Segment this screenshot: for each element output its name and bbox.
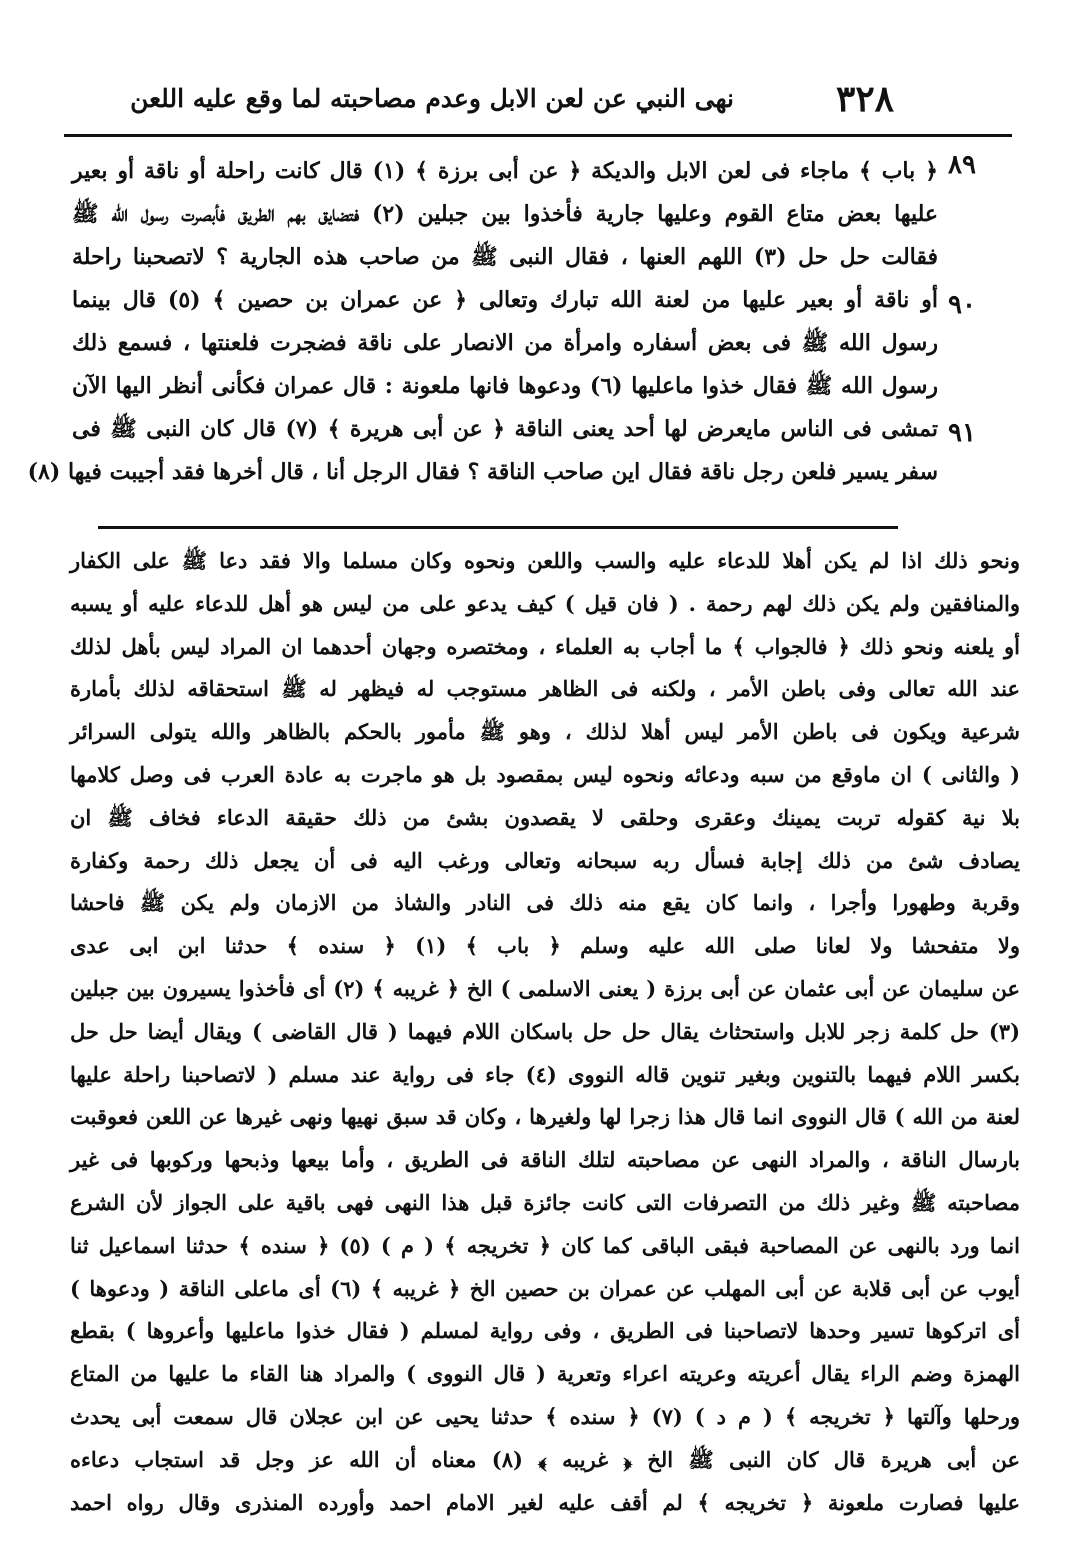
commentary-line: بارسال الناقة ، والمراد النهى عن مصاحبته لتلك الناقة فى الطريق ، وأما بيعها وذبحها وركوبها فى غير [70,1147,1020,1173]
commentary-line: وقربة وطهورا وأجرا ، وانما كان يقع منه ذلك فى النادر والشاذ من الازمان ولم يكن ﷺ فاحشا [70,890,1021,916]
commentary-line: ( والثانى ) ان ماوقع من سبه ودعائه ونحوه ليس بمقصود بل هو ماجرت به عادة العرب فى وصل كلامها [70,761,1020,787]
hadith-line: سفر يسير فلعن رجل ناقة فقال اين صاحب الناقة ؟ فقال الرجل أنا ، قال أخرها فقد أجيبت فيها (٨) [27,459,938,485]
commentary-line: عن سليمان عن أبى عثمان عن أبى برزة ( يعنى الاسلمى ) الخ ﴿ غريبه ﴾ (٢) أى فأخذوا يسيرون بين جبلين [70,975,1020,1001]
hadith-line: ﴿ باب ﴾ ماجاء فى لعن الابل والديكة ﴿ عن أبى برزة ﴾ (١) قال كانت راحلة أو ناقة أو بعير [72,158,938,184]
hadith-number: ٨٩ [948,150,976,180]
commentary-line: (٣) حل كلمة زجر للابل واستحثاث يقال حل حل باسكان اللام فيهما ( قال القاضى ) ويقال أيضا حل حل [70,1018,1020,1044]
commentary-line: عن أبى هريرة قال كان النبى ﷺ الخ ﴿ غريبه ﴾ (٨) معناه أن الله عز وجل قد استجاب دعاءه [70,1446,1020,1472]
section-divider [98,526,898,529]
hadith-line: تمشى فى الناس مايعرض لها أحد يعنى الناقة ﴿ عن أبى هريرة ﴾ (٧) قال كان النبى ﷺ فى [72,416,938,442]
hadith-line: أو ناقة أو بعير عليها من لعنة الله تبارك وتعالى ﴿ عن عمران بن حصين ﴾ (٥) قال بينما [72,287,938,313]
commentary-line: أيوب عن أبى قلابة عن أبى المهلب عن عمران بن حصين الخ ﴿ غريبه ﴾ (٦) أى ماعلى الناقة ( ودعوها ) [70,1275,1020,1301]
commentary-line: أو يلعنه ونحو ذلك ﴿ فالجواب ﴾ ما أجاب به العلماء ، ومختصره وجهان أحدهما ان المراد ليس بأهل لذلك [70,633,1020,659]
commentary-text [70,540,1020,1524]
commentary-line: مصاحبته ﷺ وغير ذلك من التصرفات التى كانت جائزة قبل هذا النهى فهى باقية على الجواز لأن الشرع [70,1189,1020,1215]
commentary-line: شرعية ويكون فى باطن الأمر ليس أهلا لذلك ، وهو ﷺ مأمور بالحكم بالظاهر والله يتولى السرائر [70,719,1020,745]
page-header [60,72,1024,132]
commentary-line: يصادف شئ من ذلك إجابة فسأل ربه سبحانه وتعالى ورغب اليه فى أن يجعل ذلك رحمة وكفارة [70,847,1020,873]
header-rule [64,134,1012,137]
hadith-number: ٩٠ [948,290,976,320]
commentary-line: أى اتركوها تسير وحدها لاتصاحبنا فى الطريق ، وفى رواية لمسلم ( فقال خذوا ماعليها وأعروها ) بقطع [70,1318,1020,1344]
commentary-line: انما ورد بالنهى عن المصاحبة فبقى الباقى كما كان ﴿ تخريجه ﴾ ( م ) (٥) ﴿ سنده ﴾ حدثنا اسماعيل ثنا [70,1232,1020,1258]
commentary-line: والمنافقين ولم يكن ذلك لهم رحمة . ( فان قيل ) كيف يدعو على من ليس هو أهل للدعاء عليه أو يسبه [70,590,1020,616]
running-title: نهى النبي عن لعن الابل وعدم مصاحبته لما وقع عليه اللعن [130,84,734,113]
commentary-line: ورحلها وآلتها ﴿ تخريجه ﴾ ( م د ) (٧) ﴿ سنده ﴾ حدثنا يحيى عن ابن عجلان قال سمعت أبى يحدث [70,1403,1020,1429]
hadith-text [27,150,938,494]
commentary-line: لعنة من الله ) قال النووى انما قال هذا زجرا لها ولغيرها ، وكان قد سبق نهيها ونهى غيرها عن اللعن فعوقبت [70,1104,1020,1130]
commentary-line: بلا نية كقوله تربت يمينك وعقرى وحلقى لا يقصدون بشئ من ذلك حقيقة الدعاء فخاف ﷺ ان [70,804,1020,830]
commentary-line: ولا متفحشا ولا لعانا صلى الله عليه وسلم ﴿ باب ﴾ (١) ﴿ سنده ﴾ حدثنا ابن ابى عدى [70,933,1020,959]
commentary-line: بكسر اللام فيهما بالتنوين وبغير تنوين قاله النووى (٤) جاء فى رواية عند مسلم ( لاتصاحبنا راحلة عليها [70,1061,1020,1087]
hadith-number: ٩١ [948,418,976,448]
hadith-line: رسول الله ﷺ فقال خذوا ماعليها (٦) ودعوها فانها ملعونة : قال عمران فكأنى أنظر اليها الآن [72,373,938,399]
commentary-line: ونحو ذلك اذا لم يكن أهلا للدعاء عليه والسب واللعن ونحوه وكان مسلما والا فقد دعا ﷺ على الكفار [70,548,1020,573]
commentary-line: عليها فصارت ملعونة ﴿ تخريجه ﴾ لم أقف عليه لغير الامام احمد وأورده المنذرى وقال رواه احمد [70,1489,1020,1515]
hadith-line: عليها بعض متاع القوم وعليها جارية فأخذوا بين جبلين (٢) فتضايق بهم الطريق فأبصرت رسول الله ﷺ [72,201,938,227]
commentary-line: عند الله تعالى وفى باطن الأمر ، ولكنه فى الظاهر مستوجب له فيظهر له ﷺ استحقاقه لذلك بأمارة [70,676,1020,702]
hadith-line: رسول الله ﷺ فى بعض أسفاره وامرأة من الانصار على ناقة فضجرت فلعنتها ، فسمع ذلك [72,330,938,356]
hadith-line: فقالت حل حل (٣) اللهم العنها ، فقال النبى ﷺ من صاحب هذه الجارية ؟ لاتصحبنا راحلة [72,244,938,270]
page-number: ٣٢٨ [835,78,894,120]
commentary-line: الهمزة وضم الراء يقال أعريته وعريته اعراء وتعرية ( قال النووى ) والمراد هنا القاء ما عليها من المتاع [70,1361,1020,1387]
